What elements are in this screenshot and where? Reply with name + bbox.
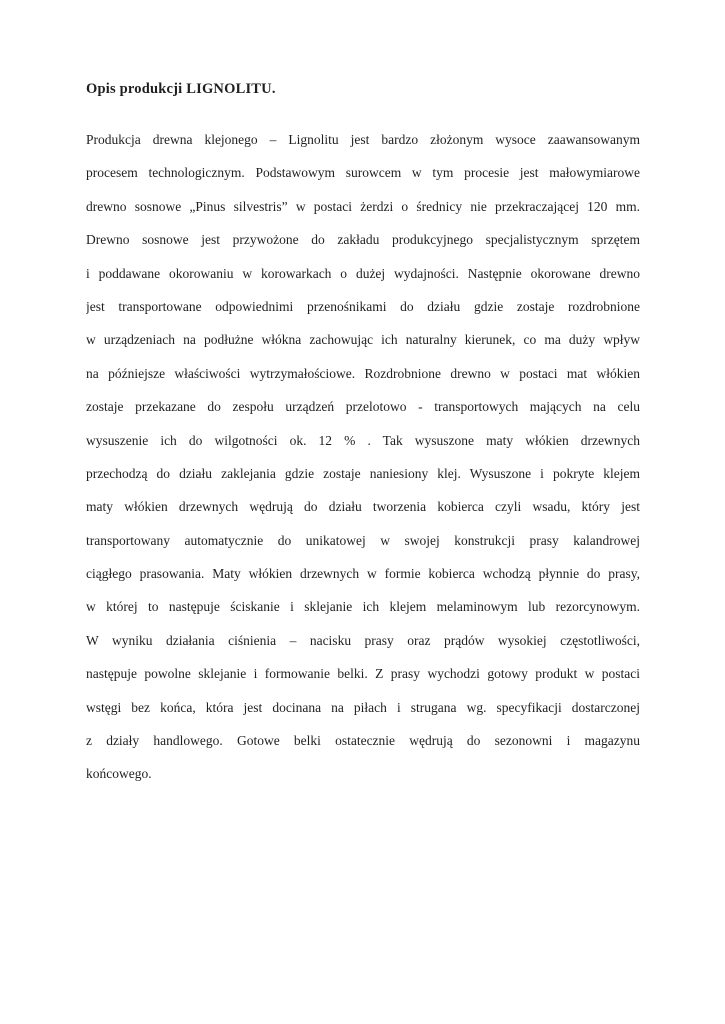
paragraph-line: ciągłego prasowania. Maty włókien drzewnych w formie kobierca wchodzą płynnie do prasy, [86,566,640,582]
paragraph-line: w której to następuje ściskanie i sklejanie ich klejem melaminowym lub rezorcynowym. [86,599,640,615]
paragraph-line: wysuszenie ich do wilgotności ok. 12 % . Tak wysuszone maty włókien drzewnych [86,432,640,448]
paragraph-line: z działy handlowego. Gotowe belki ostatecznie wędrują do sezonowni i magazynu [86,733,640,749]
paragraph-line: W wyniku działania ciśnienia – nacisku prasy oraz prądów wysokiej częstotliwości, [86,632,640,648]
paragraph-line: na późniejsze właściwości wytrzymałościowe. Rozdrobnione drewno w postaci mat włókien [86,365,640,381]
paragraph-line: końcowego. [86,766,152,782]
paragraph-line: drewno sosnowe „Pinus silvestris” w postaci żerdzi o średnicy nie przekraczającej 120 mm. [86,198,640,214]
paragraph-line: przechodzą do działu zaklejania gdzie zostaje naniesiony klej. Wysuszone i pokryte klejem [86,465,640,481]
document-title: Opis produkcji LIGNOLITU. [86,81,276,97]
paragraph-line: Produkcja drewna klejonego – Lignolitu jest bardzo złożonym wysoce zaawansowanym [86,132,640,147]
document-content [86,0,640,791]
paragraph-line: procesem technologicznym. Podstawowym surowcem w tym procesie jest małowymiarowe [86,165,640,181]
paragraph-line: zostaje przekazane do zespołu urządzeń przelotowo - transportowych mających na celu [86,399,640,415]
paragraph-line: jest transportowane odpowiednimi przenośnikami do działu gdzie zostaje rozdrobnione [86,298,640,314]
paragraph-line: transportowany automatycznie do unikatowej w swojej konstrukcji prasy kalandrowej [86,532,640,548]
paragraph-line: i poddawane okorowaniu w korowarkach o dużej wydajności. Następnie okorowane drewno [86,265,640,281]
paragraph [86,123,640,791]
paragraph-line: następuje powolne sklejanie i formowanie belki. Z prasy wychodzi gotowy produkt w postaci [86,666,640,682]
paragraph-line: maty włókien drzewnych wędrują do działu tworzenia kobierca czyli wsadu, który jest [86,499,640,515]
paragraph-line: wstęgi bez końca, która jest docinana na piłach i strugana wg. specyfikacji dostarczonej [86,699,640,715]
paragraph-line: Drewno sosnowe jest przywożone do zakładu produkcyjnego specjalistycznym sprzętem [86,232,640,248]
paragraph-line: w urządzeniach na podłużne włókna zachowując ich naturalny kierunek, co ma duży wpływ [86,332,640,348]
